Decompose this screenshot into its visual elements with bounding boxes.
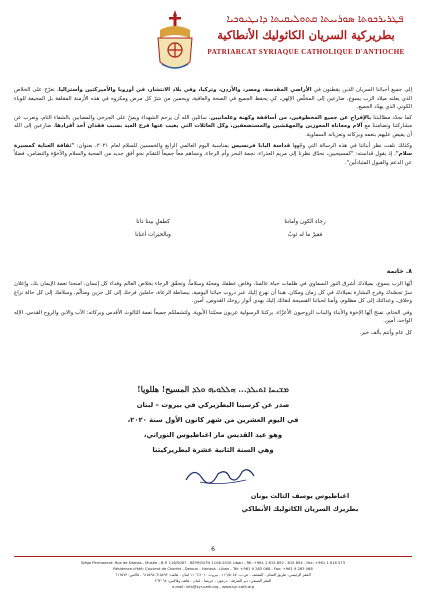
letter-body [14, 86, 412, 169]
handwritten-signature [180, 462, 260, 488]
hymn-verse [14, 216, 412, 268]
paragraph: كل عام وأنتم بألف خير. [359, 329, 412, 336]
issuance-line: في اليوم العشرين من شهر كانون الأول سنة ٢٠٢٠، [127, 416, 299, 424]
text-run: ، ضارعين إلى الله أن يفيض عليهم بنعمه وبركاته وتعزياته السماوية. [14, 123, 412, 138]
paragraph [14, 142, 412, 168]
text-run: بمناسبة اليوم العالمي الرابع والخمسين للسلام لعام ٢٠٢١، بعنوان: [74, 142, 232, 149]
christmas-greeting: ܡܫܝܚܐ ܐܬܝܠܕ... ܗܠܠܘܝܗ ܘܠܕ المسيح! هللويا! [137, 384, 289, 394]
patriarch-signature-block [200, 490, 400, 516]
verse-line: فقيرٌ ما له ثوبٌ [287, 232, 323, 238]
paragraph: أيّها الرب يسوع، بميلادك أشرق النور السماوي في ظلمات حياة عالمنا، وفاض عطفك ومحبّة وسلاماً، وتحقّق الرجاء بخلاص العالم وفداء كل إنسان، امنحنا نعمة الإيمان بك، وإعلان سرّ تجسّدك وفرح البشارة بميلادك في كل زمان ومكان. هبنا أن نهرع إليك عبر دروب حياتنا اليومية، ببساطة الرعاة، حاملين فرحك إلى كل حزين ومتألّم، وسلامك إلى كل حالة نزاع وخلاف، وعدالتك إلى كل مظلوم، وأمنا لحياتنا الفسيحة لنقاتك إليك بهدي أنوار روحك القدوس، آمين. [14, 281, 412, 305]
french-title: PATRIARCAT SYRIAQUE CATHOLIQUE D'ANTIOCHE [207, 48, 405, 56]
closing-section [14, 280, 412, 341]
text-run: ، نعرّج على الخلاص الذي يعلنه ميلاد الرب يسوع، ضارعين إلى المخلّص الإلهي، كي يحفظ الجميع في الصحة والعافية، ويحمين من شرّ كل مرض ومكروه في هذه الأزمنة المقلقة بل المخيفة للوباء الكوني الذي يهدّد الجميع. [14, 87, 412, 111]
footer [14, 556, 412, 590]
section-heading: ٨. خاتمة [386, 268, 412, 275]
footer-contact-link[interactable]: e-mail: info@syr-cath.org - www.syr-cath.org [171, 585, 255, 589]
text-run: ، إذ يقول قداسته: "كمسيحيين، نحدّق نظرنا إلى مريم العذراء، نجمة البحر وأم الرجاء، ونساهم معاً جميعاً للتقدّم نحو أفق جديد من المحبة والسلام والأخوّة والتضامن، فضلاً عن الدعم والقبول المتبادلَين". [14, 151, 412, 166]
issuance-line: وهو عيد القديس مار اغناطيوس النوراني، [143, 431, 283, 439]
paragraph [14, 86, 412, 112]
verse-column-right [250, 216, 360, 242]
verse-line: رجاء الكون وأماننا [284, 219, 326, 225]
patriarchal-crest-logo [150, 8, 200, 76]
text-run: ، سائلين الله أن يرحم الشهداء ويمنّ على الجرحى والمصابين بالشفاء التام، ونعرب عن مشاركتنا وتضامننا مع [14, 114, 412, 130]
bold-text-run: قداسة البابا فرنسيس [231, 142, 291, 149]
bold-text-run: بالإفراج عن جميع المخطوفين، من أساقفة وكهنة وعلمانيين [210, 114, 372, 121]
issuance-line: وهي السنة الثانية عشرة لبطريركيتنا [152, 446, 274, 454]
page-number: 6 [211, 546, 215, 553]
letterhead [0, 6, 426, 82]
paragraph: وفي الختام، نمنح أيّها الإخوة والأبناء والبنات الروحيون الأعزّاء، بركتنا الرسولية عربون محبّتنا الأبوية، ولتشملكم جميعاً نعمة الثالوث الأقدس وبركاته: الآب والابن والروح القدس، الإله الواحد، آمين. [14, 309, 412, 325]
footer-line: المقر الصيفي: دير الشرفة - درعون - حريصا - لبنان - هاتف وفاكس: ٢٦٣٠٦٨ [154, 579, 272, 583]
issuance-block [60, 398, 366, 458]
syriac-title: ܦܛܪܝܪܟܘܬܐ ܣܘܪܝܝܬܐ ܩܬܘܠܝܩܝܬܐ ܕܐܢܛܝܘܟܝܐ [226, 14, 404, 25]
text-run: كما نجدّد مطالبتنا [371, 114, 412, 121]
bold-text-run: الأراضي المقدسة، ومصر، والأردن، وتركيا، وفي بلاد الانتشار، في أوروبا والأميركتين وأستراليا [58, 87, 312, 93]
verse-column-left [98, 216, 208, 242]
patriarch-name: اغناطيوس يوسف الثالث يونان [250, 492, 350, 500]
text-run: وكذلك نلفت نظر أبنائنا في هذه الرسالة التي وجّهها [290, 142, 412, 149]
footer-line: المقر الرئيسي: طريق الشام - المتحف - ص.ب. ١١٦/٥٠٨٧ - بيروت ٢٠١٠-١١٠٦ لبنان - هاتف: ٦١٥٨٩٢-٦١٥٨٩٤ - فاكس: ٦١٦٥٧٣ [115, 573, 311, 577]
footer-line: Siège Permanent: Rue de Damas - Musée - B.P. 116/5087 - BEYROUTH 1106-2010 Liban - Tél: +961 1 615 892 - 615 894 - Fax: +961 1 616 573 [80, 561, 346, 565]
issuance-line: صدر عن كرسينا البطريركي في بيروت – لبنان [136, 401, 290, 409]
verse-line: كطفلٍ بيننا دانا [136, 219, 170, 225]
patriarch-title: بطريرك السريان الكاثوليك الأنطاكي [241, 505, 359, 513]
footer-line: Résidence d'été: Couvent de Charfet - Deroun - Harissa - Liban - Tél: +961 9 263 068 - Fax: +961 9 263 068 [113, 567, 313, 571]
verse-line: وبالخيرات أغنانا [135, 232, 171, 238]
arabic-title: بطريركية السريان الكاثوليك الأنطاكية [217, 28, 395, 42]
bold-text-run: "ثقافة العناية كمسيرة سلام" [14, 142, 412, 158]
text-run: إلى جميع أحبائنا السريان الذين يقطنون في [311, 87, 412, 93]
paragraph [14, 114, 412, 140]
bold-text-run: آلام ومعاناة المعوزين والمهمّشين والمستضعفين، وكل العائلات التي يغيب عنها فرح العيد بسبب فقدان أحد أفرادها [55, 123, 363, 130]
